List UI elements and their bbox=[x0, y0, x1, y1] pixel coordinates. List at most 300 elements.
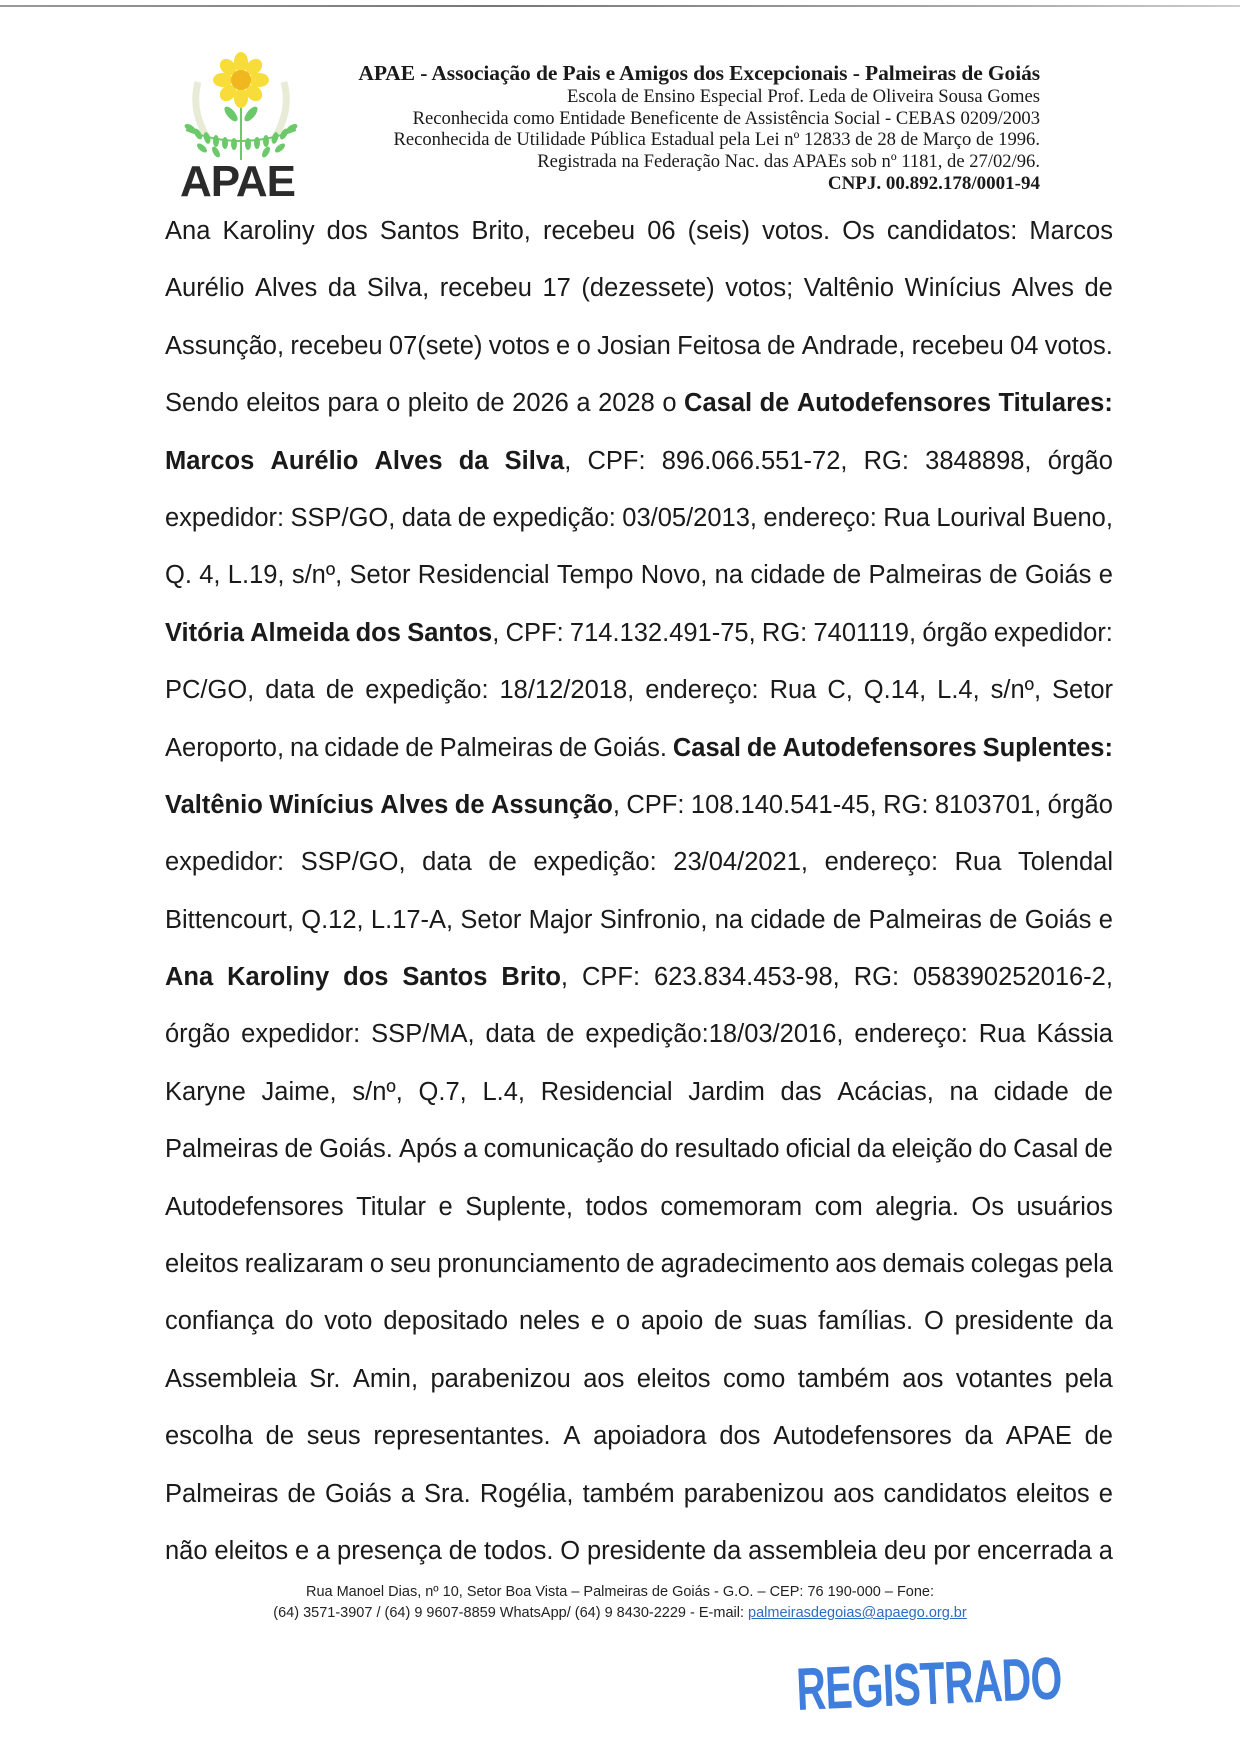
text: votantes bbox=[955, 1364, 1053, 1393]
word bbox=[582, 949, 640, 1006]
word bbox=[770, 662, 817, 719]
text: suas bbox=[753, 1307, 808, 1336]
word bbox=[165, 260, 244, 317]
text: pela bbox=[1064, 1250, 1113, 1279]
word bbox=[326, 662, 354, 719]
word bbox=[380, 777, 448, 834]
text: Setor bbox=[460, 905, 522, 934]
word bbox=[542, 260, 570, 317]
word bbox=[719, 1408, 760, 1465]
body-line bbox=[165, 720, 1113, 777]
word bbox=[994, 605, 1113, 662]
text: 2026 bbox=[512, 389, 569, 418]
word bbox=[458, 490, 486, 547]
text: PC/GO, bbox=[165, 676, 255, 705]
word bbox=[1025, 892, 1092, 949]
word bbox=[835, 1236, 876, 1293]
word bbox=[371, 1006, 474, 1063]
text: 7401119, bbox=[813, 618, 917, 647]
word bbox=[402, 949, 487, 1006]
word bbox=[328, 260, 356, 317]
body-line bbox=[165, 1523, 1113, 1580]
word bbox=[868, 547, 981, 604]
word bbox=[292, 547, 342, 604]
word bbox=[222, 203, 314, 260]
text: Aeroporto, bbox=[165, 733, 285, 762]
word bbox=[979, 1006, 1026, 1063]
text: agradecimento bbox=[660, 1250, 830, 1279]
text: 04 bbox=[1010, 331, 1039, 360]
text: cidade bbox=[324, 733, 400, 762]
text: Feitosa bbox=[677, 331, 761, 360]
text: de bbox=[457, 503, 487, 532]
word bbox=[827, 662, 853, 719]
word bbox=[833, 1466, 874, 1523]
word bbox=[165, 1236, 239, 1293]
text: , bbox=[612, 790, 620, 819]
word bbox=[374, 433, 442, 490]
bold-text: Autodefensores bbox=[796, 389, 992, 418]
text: eleitos bbox=[165, 1250, 239, 1279]
text: expedição: bbox=[365, 676, 489, 705]
text: 3848898, bbox=[925, 446, 1032, 475]
body-line bbox=[165, 260, 1113, 317]
text: de bbox=[1084, 1135, 1113, 1164]
text: endereço: bbox=[763, 503, 877, 532]
word bbox=[1065, 1351, 1113, 1408]
word bbox=[1012, 260, 1074, 317]
body-line bbox=[165, 1408, 1113, 1465]
text: Josian bbox=[597, 331, 671, 360]
text: cidade bbox=[993, 1077, 1069, 1106]
word bbox=[370, 1236, 384, 1293]
text: Bittencourt, bbox=[165, 905, 294, 934]
word bbox=[543, 203, 635, 260]
word bbox=[476, 375, 504, 432]
word bbox=[587, 1523, 706, 1580]
text: data bbox=[265, 676, 315, 705]
bold-text: Alves bbox=[374, 446, 443, 475]
word bbox=[165, 949, 213, 1006]
word bbox=[449, 1523, 477, 1580]
text: endereço: bbox=[854, 1020, 968, 1049]
word bbox=[585, 1006, 843, 1063]
word bbox=[647, 203, 675, 260]
body-line bbox=[165, 547, 1113, 604]
bold-text: Santos bbox=[407, 618, 493, 647]
text: deu bbox=[883, 1536, 927, 1565]
text: s/nº, bbox=[990, 676, 1042, 705]
body-line bbox=[165, 834, 1113, 891]
word bbox=[673, 720, 741, 777]
text: de bbox=[558, 733, 588, 762]
word bbox=[750, 892, 825, 949]
word bbox=[165, 203, 210, 260]
text: Rua bbox=[978, 1020, 1026, 1049]
text: Setor bbox=[349, 561, 411, 590]
bold-text: dos bbox=[343, 963, 389, 992]
text: Residencial bbox=[417, 561, 550, 590]
word bbox=[593, 1408, 706, 1465]
word bbox=[165, 1351, 297, 1408]
footer-address: Rua Manoel Dias, nº 10, Setor Boa Vista – Palmeiras de Goiás - G.O. – CEP: 76 190-000 – Fone: bbox=[305, 1584, 935, 1600]
body-line bbox=[165, 949, 1113, 1006]
word bbox=[165, 1523, 208, 1580]
word bbox=[1099, 547, 1113, 604]
word bbox=[786, 1121, 851, 1178]
text: SSP/MA, bbox=[371, 1020, 475, 1049]
word bbox=[383, 1293, 508, 1350]
word bbox=[285, 1121, 313, 1178]
text: recebeu bbox=[542, 217, 636, 245]
text: Santos bbox=[379, 217, 460, 245]
text: eleitos bbox=[214, 1536, 289, 1565]
word bbox=[324, 1293, 372, 1350]
text: de bbox=[989, 905, 1018, 934]
word bbox=[1099, 1523, 1113, 1580]
text: Residencial bbox=[540, 1077, 673, 1106]
word bbox=[285, 1293, 313, 1350]
word bbox=[424, 1466, 471, 1523]
word bbox=[373, 1408, 550, 1465]
text: órgão bbox=[1047, 446, 1113, 475]
email-link[interactable]: palmeirasdegoias@apaego.org.br bbox=[748, 1605, 967, 1621]
body-line bbox=[165, 605, 1113, 662]
word bbox=[440, 720, 553, 777]
text: Andrade, bbox=[801, 331, 906, 360]
text: o bbox=[386, 389, 401, 418]
word bbox=[773, 1408, 952, 1465]
word bbox=[463, 1121, 477, 1178]
bold-text: Suplentes: bbox=[982, 733, 1113, 762]
word bbox=[641, 547, 708, 604]
word bbox=[1032, 490, 1113, 547]
word bbox=[892, 1121, 973, 1178]
word bbox=[875, 1179, 959, 1236]
text: 714.132.491-75, bbox=[569, 618, 756, 647]
text: presença bbox=[337, 1536, 442, 1565]
text: a bbox=[1098, 1536, 1113, 1565]
text: de bbox=[1084, 274, 1113, 303]
letterhead-line-school: Escola de Ensino Especial Prof. Leda de Oliveira Sousa Gomes bbox=[567, 86, 1040, 107]
body-line bbox=[165, 1351, 1113, 1408]
text: demais bbox=[882, 1250, 965, 1279]
text: (seis) bbox=[687, 217, 750, 245]
body-line bbox=[165, 375, 1113, 432]
bold-text: Autodefensores bbox=[782, 733, 977, 762]
word bbox=[1017, 1179, 1113, 1236]
bold-text: Brito bbox=[501, 963, 561, 992]
text: todos. bbox=[483, 1536, 554, 1565]
word bbox=[165, 1293, 274, 1350]
text: L.19, bbox=[227, 561, 285, 590]
text: Karoliny bbox=[222, 217, 315, 245]
word bbox=[489, 318, 550, 375]
text: de bbox=[476, 389, 505, 418]
word bbox=[924, 1293, 944, 1350]
text: Alves bbox=[254, 274, 318, 303]
text: Palmeiras bbox=[868, 905, 982, 934]
text: 03/05/2013, bbox=[622, 503, 757, 532]
text: 058390252016-2, bbox=[913, 963, 1113, 992]
text: candidatos bbox=[883, 1479, 1007, 1508]
word bbox=[626, 777, 684, 834]
word bbox=[165, 605, 244, 662]
word bbox=[1099, 1466, 1113, 1523]
word bbox=[390, 1236, 431, 1293]
word bbox=[1025, 547, 1092, 604]
word bbox=[165, 1466, 278, 1523]
text: apoiadora bbox=[593, 1422, 707, 1451]
word bbox=[422, 834, 472, 891]
text: 108.140.541-45, bbox=[690, 790, 877, 819]
word bbox=[955, 834, 1002, 891]
word bbox=[1052, 662, 1113, 719]
top-rule bbox=[0, 5, 1240, 7]
text: Goiás bbox=[1024, 561, 1092, 590]
text: Palmeiras bbox=[165, 1479, 279, 1508]
word bbox=[979, 1121, 1007, 1178]
word bbox=[437, 1236, 620, 1293]
word bbox=[165, 1179, 344, 1236]
text: CPF: bbox=[587, 446, 646, 475]
word bbox=[583, 1351, 624, 1408]
word bbox=[864, 662, 926, 719]
word bbox=[165, 1064, 246, 1121]
text: e bbox=[556, 331, 571, 360]
word bbox=[660, 1179, 802, 1236]
word bbox=[965, 1408, 993, 1465]
text: Titular bbox=[356, 1192, 427, 1221]
text: Jardim bbox=[688, 1077, 765, 1106]
footer bbox=[0, 1582, 1240, 1624]
text: Amin, bbox=[352, 1364, 419, 1393]
text: expedidor: bbox=[165, 848, 285, 877]
body-line bbox=[165, 892, 1113, 949]
word bbox=[165, 720, 284, 777]
word bbox=[325, 1466, 392, 1523]
text: o bbox=[576, 331, 591, 360]
text: O bbox=[560, 1536, 581, 1565]
text: 8103701, bbox=[934, 790, 1042, 819]
word bbox=[250, 605, 349, 662]
word bbox=[480, 1466, 574, 1523]
word bbox=[506, 605, 564, 662]
text: , bbox=[564, 446, 572, 475]
word bbox=[505, 433, 572, 490]
word bbox=[748, 1523, 877, 1580]
text: de bbox=[832, 905, 862, 934]
word bbox=[439, 1179, 453, 1236]
body-line bbox=[165, 203, 1113, 260]
word bbox=[1010, 318, 1038, 375]
word bbox=[1084, 260, 1112, 317]
word bbox=[925, 433, 1031, 490]
text: expedição: bbox=[492, 503, 616, 532]
word bbox=[956, 1351, 1052, 1408]
text: RG: bbox=[883, 790, 929, 819]
text: 2028 bbox=[598, 389, 655, 418]
text: e bbox=[294, 1536, 310, 1565]
body-line bbox=[165, 1466, 1113, 1523]
text: órgão bbox=[922, 618, 988, 647]
text: Jaime, bbox=[261, 1077, 337, 1106]
text: aos bbox=[583, 1364, 625, 1393]
text: Goiás bbox=[1024, 905, 1092, 934]
word bbox=[1048, 433, 1113, 490]
word bbox=[165, 375, 239, 432]
text: encerrada bbox=[977, 1536, 1092, 1565]
word bbox=[977, 1523, 1092, 1580]
text: Bueno, bbox=[1032, 503, 1113, 532]
word bbox=[546, 1006, 574, 1063]
word bbox=[1085, 1121, 1113, 1178]
word bbox=[994, 1064, 1069, 1121]
text: Acácias, bbox=[837, 1077, 934, 1106]
text: representantes. bbox=[373, 1422, 551, 1451]
word bbox=[1016, 1466, 1090, 1523]
bold-text: de bbox=[746, 733, 777, 762]
word bbox=[591, 1293, 605, 1350]
text: por bbox=[933, 1536, 971, 1565]
word bbox=[753, 1293, 807, 1350]
word bbox=[165, 1408, 253, 1465]
body-line bbox=[165, 1064, 1113, 1121]
bold-text: Karoliny bbox=[227, 963, 330, 992]
word bbox=[214, 1523, 288, 1580]
word bbox=[616, 1293, 630, 1350]
word bbox=[912, 318, 1004, 375]
body-line bbox=[165, 662, 1113, 719]
text: usuários bbox=[1016, 1192, 1113, 1221]
text: aos bbox=[902, 1364, 944, 1393]
text: do bbox=[285, 1307, 314, 1336]
text: votos bbox=[488, 331, 550, 360]
word bbox=[818, 1293, 913, 1350]
text: endereço: bbox=[645, 676, 759, 705]
word bbox=[484, 1523, 553, 1580]
word bbox=[419, 1064, 467, 1121]
word bbox=[350, 547, 411, 604]
word bbox=[662, 433, 848, 490]
bold-text: Aurélio bbox=[270, 446, 359, 475]
text: CPF: bbox=[581, 963, 641, 992]
word bbox=[883, 490, 930, 547]
text: expedição:18/03/2016, bbox=[585, 1020, 844, 1049]
text: recebeu bbox=[911, 331, 1004, 360]
text: a bbox=[576, 389, 591, 418]
text: recebeu bbox=[439, 274, 532, 303]
text: parabenizou bbox=[683, 1479, 825, 1508]
text: Aurélio bbox=[165, 274, 245, 303]
text: Lourival bbox=[936, 503, 1026, 532]
text: Ana bbox=[165, 217, 211, 245]
text: Novo, bbox=[640, 561, 708, 590]
text: e bbox=[1098, 561, 1113, 590]
text: o bbox=[369, 1250, 385, 1279]
word bbox=[883, 777, 928, 834]
word bbox=[541, 1064, 673, 1121]
word bbox=[512, 375, 569, 432]
text: presidente bbox=[954, 1307, 1074, 1336]
text: data bbox=[422, 848, 472, 877]
text: SSP/GO, bbox=[300, 848, 406, 877]
word bbox=[991, 662, 1041, 719]
text: parabenizou bbox=[430, 1364, 571, 1393]
footer-phones: (64) 3571-3907 / (64) 9 9607-8859 WhatsApp/ (64) 9 8430-2229 - E-mail: bbox=[273, 1605, 749, 1621]
word bbox=[1085, 1064, 1113, 1121]
word bbox=[999, 375, 1113, 432]
word bbox=[1048, 777, 1113, 834]
text: s/nº, bbox=[352, 1077, 403, 1106]
text: Goiás. bbox=[319, 1135, 393, 1164]
word bbox=[781, 1064, 822, 1121]
text: Karyne bbox=[165, 1077, 246, 1106]
text: a bbox=[400, 1479, 415, 1508]
letterhead-line-cebas: Reconhecida como Entidade Beneficente de Assistência Social - CEBAS 0209/2003 bbox=[412, 107, 1040, 129]
text: Autodefensores bbox=[165, 1192, 344, 1221]
text: expedidor: bbox=[165, 503, 285, 532]
text: , bbox=[560, 963, 568, 992]
word bbox=[883, 1236, 965, 1293]
text: 23/04/2021, bbox=[673, 848, 809, 877]
word bbox=[290, 720, 318, 777]
word bbox=[747, 720, 777, 777]
text: Palmeiras bbox=[868, 561, 982, 590]
word bbox=[418, 547, 550, 604]
text: SSP/GO, bbox=[290, 503, 396, 532]
word bbox=[380, 203, 459, 260]
word bbox=[353, 1351, 418, 1408]
word bbox=[971, 1236, 1059, 1293]
bold-text: Silva bbox=[504, 446, 565, 475]
word bbox=[1036, 1006, 1113, 1063]
text: da bbox=[857, 1135, 886, 1164]
word bbox=[491, 777, 620, 834]
letterhead-line-federation: Registrada na Federação Nac. das APAEs sob nº 1181, de 27/02/96. bbox=[537, 150, 1040, 172]
text: voto bbox=[324, 1307, 373, 1336]
word bbox=[557, 547, 634, 604]
text: Rua bbox=[954, 848, 1002, 877]
text: seu bbox=[390, 1250, 432, 1279]
word bbox=[486, 1006, 536, 1063]
text: data bbox=[485, 1020, 536, 1049]
text: Q.12, bbox=[301, 905, 364, 934]
body-line bbox=[165, 490, 1113, 547]
word bbox=[583, 1466, 675, 1523]
word bbox=[407, 605, 499, 662]
word bbox=[654, 949, 840, 1006]
word bbox=[814, 605, 917, 662]
word bbox=[673, 834, 808, 891]
word bbox=[529, 892, 593, 949]
text: dos bbox=[719, 1422, 761, 1451]
word bbox=[937, 662, 980, 719]
word bbox=[691, 777, 877, 834]
text: da bbox=[712, 1536, 742, 1565]
word bbox=[587, 433, 645, 490]
text: como bbox=[722, 1364, 786, 1393]
text: aos bbox=[833, 1479, 875, 1508]
word bbox=[501, 949, 568, 1006]
word bbox=[560, 1523, 580, 1580]
text: Sr. bbox=[309, 1364, 341, 1393]
text: endereço: bbox=[824, 848, 939, 877]
word bbox=[165, 547, 192, 604]
word bbox=[661, 1236, 830, 1293]
bold-text: Ana bbox=[165, 963, 214, 992]
word bbox=[367, 260, 429, 317]
